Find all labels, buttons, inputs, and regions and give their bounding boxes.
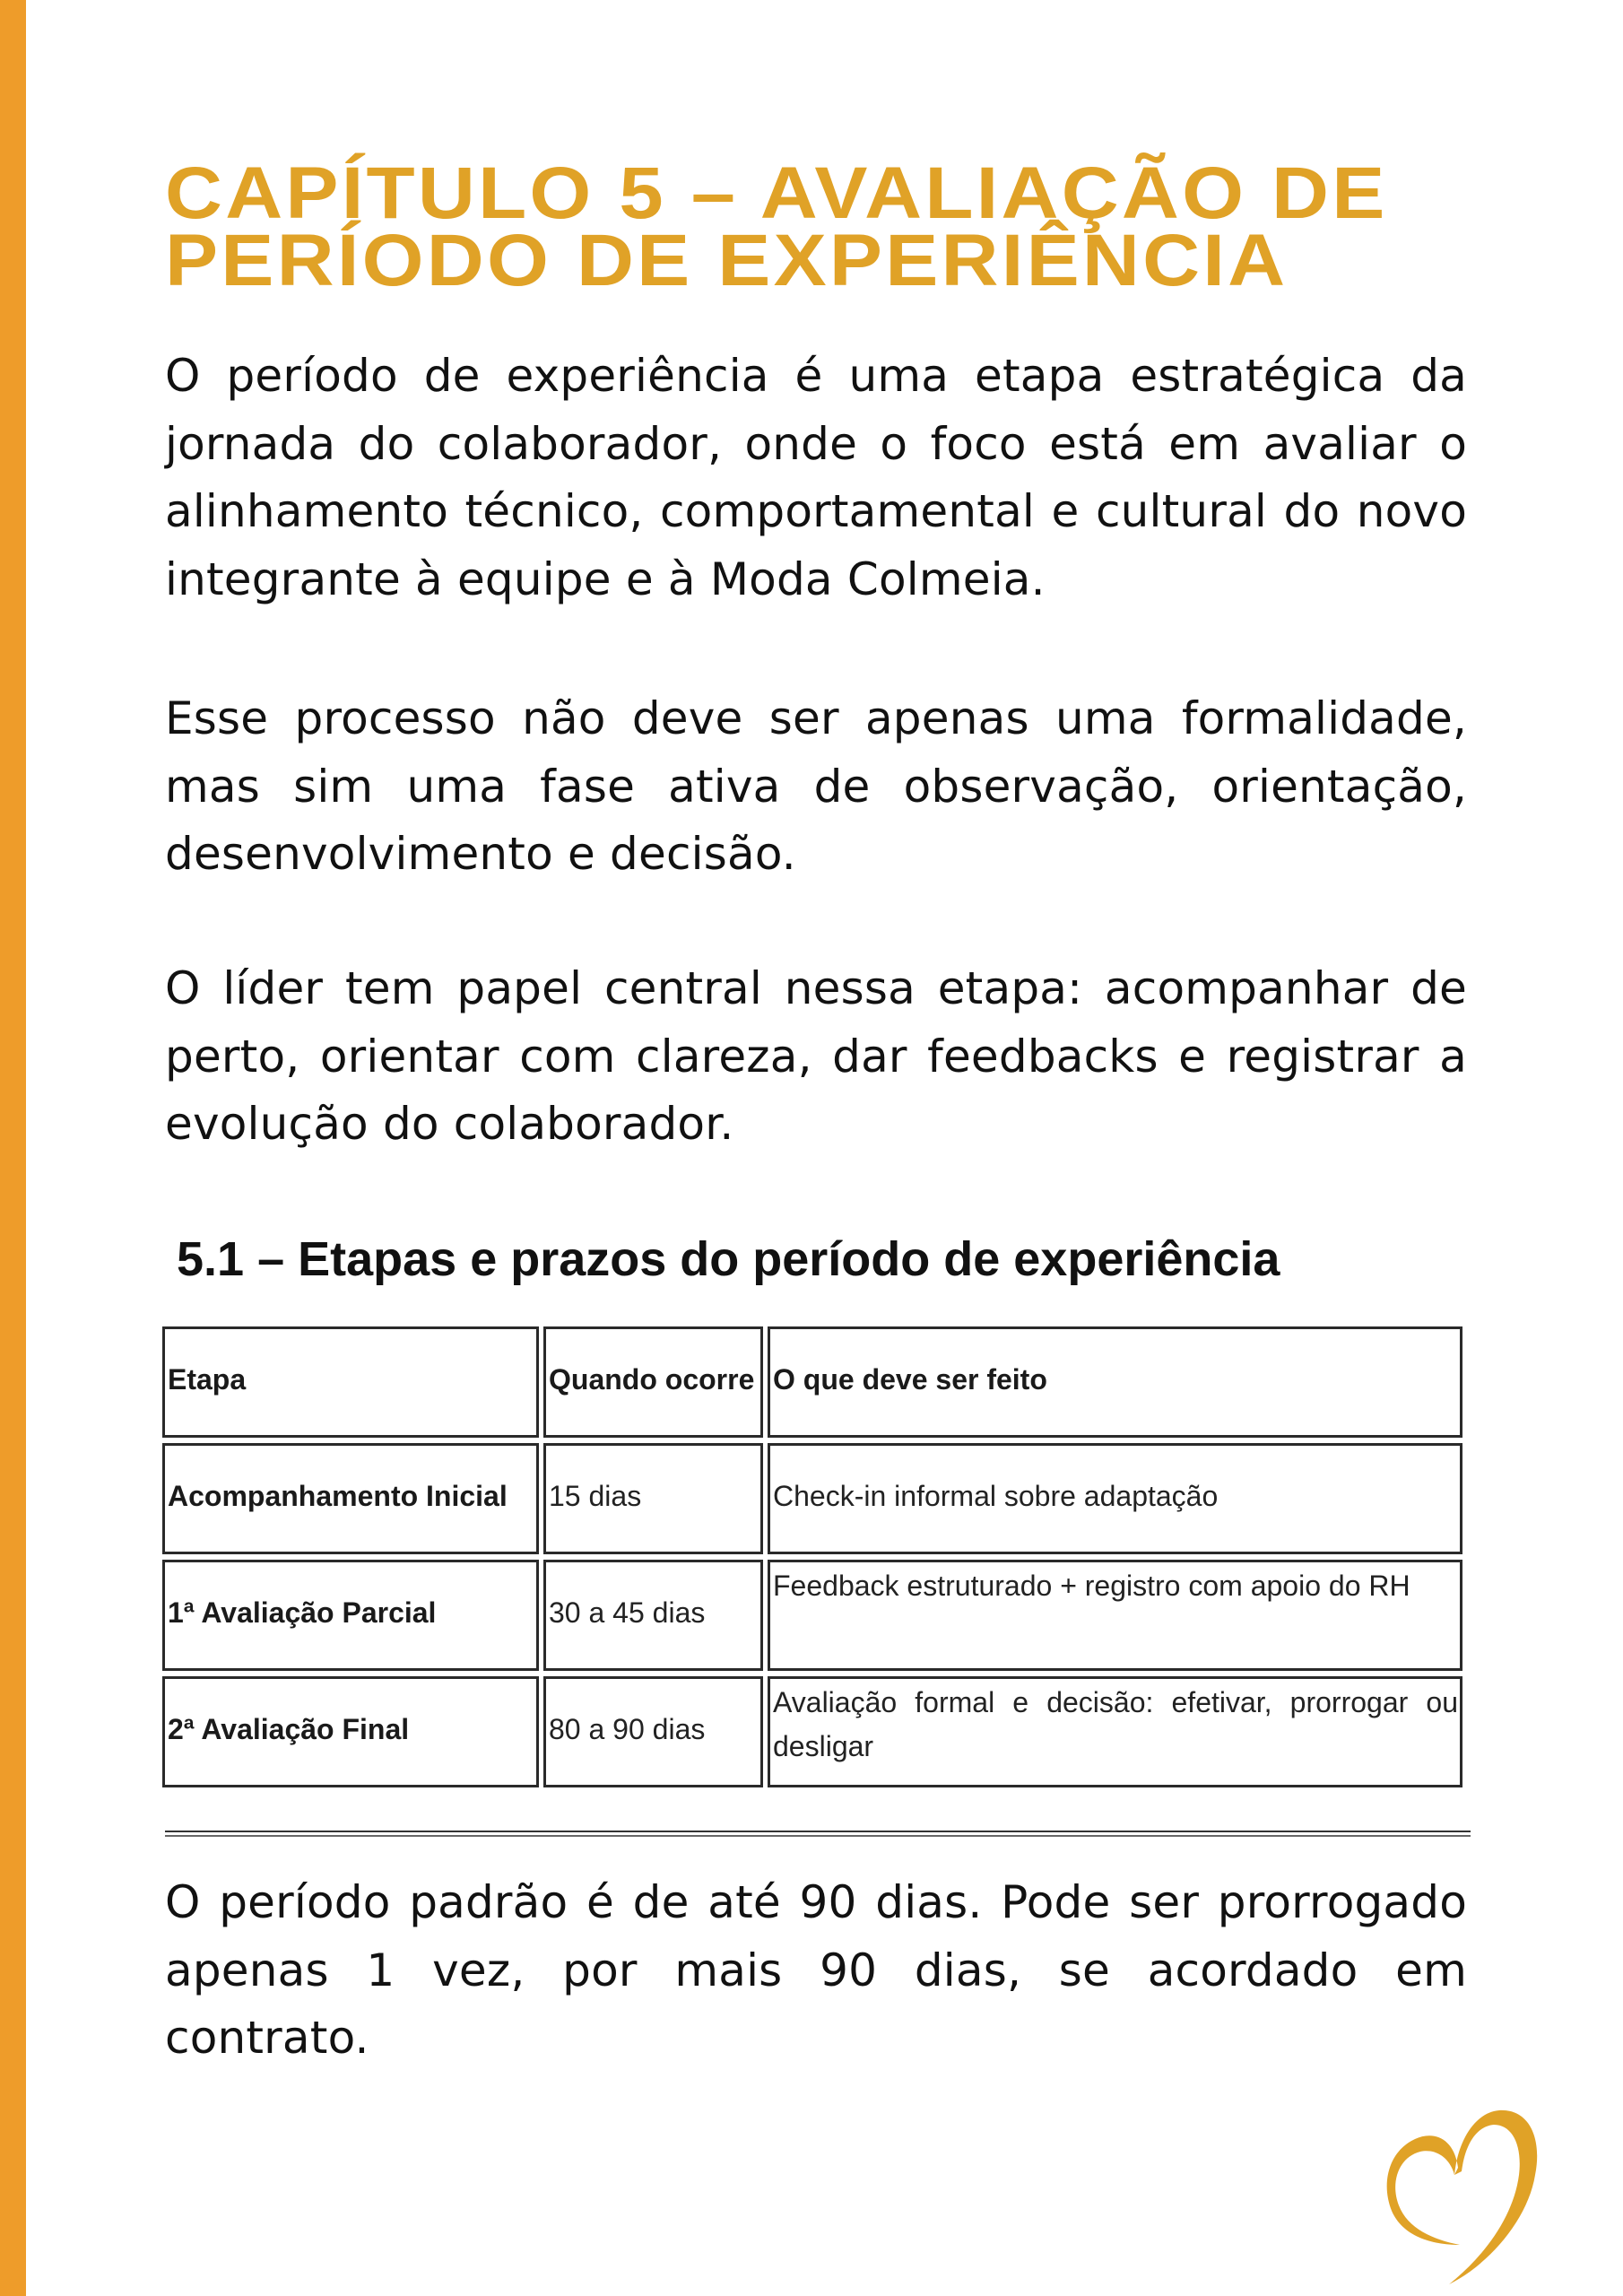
table-bottom-rule (165, 1831, 1471, 1837)
heart-icon (1372, 2085, 1551, 2292)
section-heading: 5.1 – Etapas e prazos do período de experiência (177, 1232, 1280, 1286)
cell-when: 15 dias (543, 1443, 763, 1554)
cell-stage: 1ª Avaliação Parcial (162, 1560, 539, 1671)
table-row (162, 1443, 1462, 1554)
intro-paragraph: O período de experiência é uma etapa estratégica da jornada do colaborador, onde o foco está em avaliar o alinhamento técnico, comportamental e cultural do novo integrante à equipe e à Moda Colmeia. (165, 350, 1467, 605)
header-stage: Etapa (162, 1326, 539, 1438)
stages-table (158, 1321, 1467, 1793)
heart-logo-shape (1387, 2110, 1538, 2284)
stages-table-container (162, 1321, 1471, 1793)
table-header-row (162, 1326, 1462, 1438)
cell-stage: Acompanhamento Inicial (162, 1443, 539, 1554)
process-paragraph: Esse processo não deve ser apenas uma formalidade, mas sim uma fase ativa de observação, orientação, desenvolvimento e decisão. (165, 692, 1467, 880)
table-row (162, 1560, 1462, 1671)
header-when: Quando ocorre (543, 1326, 763, 1438)
chapter-title (165, 152, 1618, 301)
leader-paragraph: O líder tem papel central nessa etapa: acompanhar de perto, orientar com clareza, dar feedbacks e registrar a evolução do colaborador. (165, 962, 1467, 1150)
header-what: O que deve ser feito (768, 1326, 1462, 1438)
cell-what: Avaliação formal e decisão: efetivar, prorrogar ou desligar (768, 1676, 1462, 1787)
chapter-title-line-2: PERÍODO DE EXPERIÊNCIA (165, 220, 1289, 301)
cell-when: 30 a 45 dias (543, 1560, 763, 1671)
chapter-title-line-1: CAPÍTULO 5 – AVALIAÇÃO DE (165, 152, 1388, 234)
cell-what: Check-in informal sobre adaptação (768, 1443, 1462, 1554)
standard-period-paragraph: O período padrão é de até 90 dias. Pode ser prorrogado apenas 1 vez, por mais 90 dias, se acordado em contrato. (165, 1876, 1467, 2064)
cell-what: Feedback estruturado + registro com apoio do RH (768, 1560, 1462, 1671)
cell-stage: 2ª Avaliação Final (162, 1676, 539, 1787)
table-row (162, 1676, 1462, 1787)
side-accent-bar (0, 0, 26, 2296)
cell-when: 80 a 90 dias (543, 1676, 763, 1787)
